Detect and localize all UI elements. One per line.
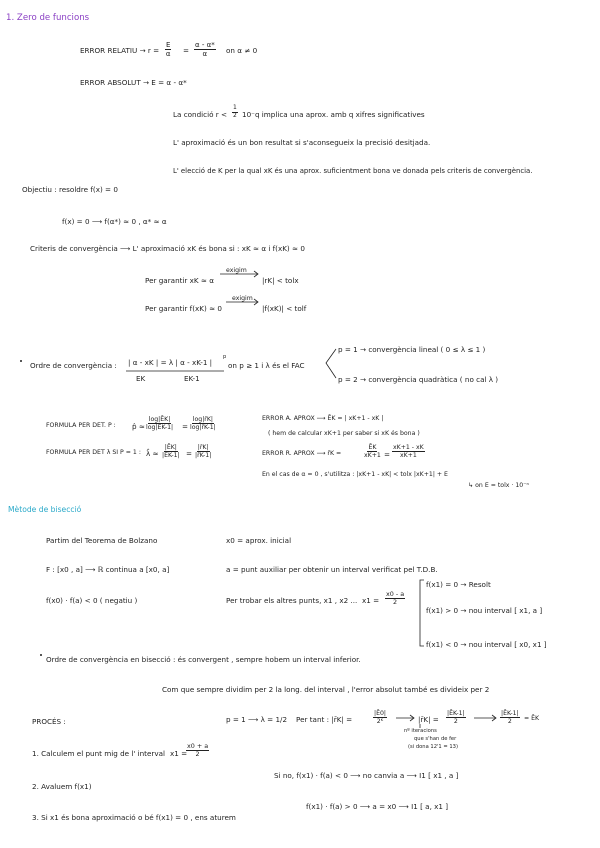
step1-x1: x1 = bbox=[170, 749, 188, 758]
que-sha: que s'han de fer bbox=[414, 736, 457, 742]
trobar-pre: Per trobar els altres punts, x1 , x2 ... bbox=[226, 596, 358, 605]
per-tant: Per tant : |r̄K| = bbox=[296, 715, 353, 724]
frac-num: α - α* bbox=[195, 41, 215, 49]
err-abs: ERROR ABSOLUT → E = α - α* bbox=[80, 78, 187, 87]
formula-p-eq: = bbox=[182, 422, 189, 431]
sign-cond: f(x0) · f(a) < 0 ( negatiu ) bbox=[46, 596, 138, 605]
ordre-exp: p bbox=[223, 354, 227, 360]
frac-den: 2ᴷ bbox=[376, 718, 384, 726]
section-title-biseccio: Mètode de bisecció bbox=[8, 505, 82, 514]
formula-l-lhs: λ̂ ≈ bbox=[146, 449, 159, 458]
frac-num: log|ĒK| bbox=[148, 416, 171, 423]
ordre-eq: | α - xK | = λ | α - xK-1 | bbox=[128, 358, 213, 367]
frac-num: E bbox=[166, 41, 171, 49]
frac-num: |ĒK-1| bbox=[447, 710, 465, 717]
frac-den: |r̄K-1| bbox=[195, 452, 212, 460]
p1-line: p = 1 → convergència lineal ( 0 ≤ λ ≤ 1 ) bbox=[338, 345, 486, 354]
frac-den: 2 bbox=[393, 598, 398, 607]
fx-line: f(x) = 0 ⟶ f(α*) ≈ 0 , α* ≈ α bbox=[62, 217, 167, 226]
garantir1-arrow-label: exigim bbox=[226, 267, 247, 274]
choice-line: L' elecció de K per la qual xK és una aprox. suficientment bona ve donada pels criteris de convergència. bbox=[173, 167, 533, 175]
p-lambda: p = 1 ⟶ λ = 1/2 bbox=[226, 715, 288, 724]
n-iteracions: nº iteracions bbox=[404, 728, 437, 734]
frac-den: xK+1 bbox=[364, 452, 381, 460]
trobar-x1: x1 = bbox=[362, 596, 380, 605]
err-rel-cond: on α ≠ 0 bbox=[226, 46, 258, 55]
err-a-aprox: ERROR A. APROX ⟶ ĒK = | xK+1 - xK | bbox=[262, 415, 384, 422]
frac-num: xK+1 - xK bbox=[393, 444, 424, 451]
frac-num: log|r̄K| bbox=[192, 416, 213, 423]
bolzano: Partim del Teorema de Bolzano bbox=[46, 536, 158, 545]
frac-num: ĒK bbox=[368, 444, 377, 451]
si-no: Si no, f(x1) · f(a) < 0 ⟶ no canvia a ⟶ I1 [ x1 , a ] bbox=[274, 771, 459, 780]
frac-den: 2 bbox=[233, 111, 237, 119]
formula-l-label: FORMULA PER DET λ SI P = 1 : bbox=[46, 449, 141, 456]
proces-label: PROCÉS : bbox=[32, 717, 66, 726]
cas-alpha: En el cas de α = 0 , s'utilitza : |xK+1 - xK| < tolx |xK+1| + E bbox=[262, 471, 448, 478]
frac-num: |ĒK| bbox=[164, 444, 177, 451]
cas-alpha-on: ↳ on E = tolx · 10⁻ⁿ bbox=[468, 482, 529, 489]
step2: 2. Avaluem f(x1) bbox=[32, 782, 92, 791]
frac-num: |Ē0| bbox=[374, 710, 387, 717]
objectiu: Objectiu : resoldre f(x) = 0 bbox=[22, 185, 118, 194]
step1-pre: 1. Calculem el punt mig de l' interval bbox=[32, 749, 166, 758]
com-sempre: Com que sempre dividim per 2 la long. del interval , l'error absolut també es divideix per 2 bbox=[162, 685, 490, 694]
per-tant-end-eq: = ĒK bbox=[524, 715, 540, 722]
brace bbox=[326, 349, 336, 378]
frac-num: x0 - a bbox=[386, 590, 405, 598]
frac-den: α bbox=[202, 50, 208, 59]
frac-num: 1 bbox=[233, 104, 237, 111]
branch-resolt: f(x1) = 0 → Resolt bbox=[426, 580, 491, 589]
cond-pre: La condició r < bbox=[173, 110, 228, 119]
ordre-ek: EK bbox=[136, 374, 146, 383]
garantir2-arrow-label: exigim bbox=[232, 295, 253, 302]
frac-den: xK+1 bbox=[399, 452, 417, 460]
si-dona: (si dona 12'1 = 13) bbox=[408, 744, 458, 750]
formula-p-label: FORMULA PER DET. P : bbox=[46, 422, 116, 429]
frac-num: |r̄K| bbox=[197, 444, 209, 451]
frac-den: 2 bbox=[507, 718, 512, 726]
err-r-pre: ERROR R. APROX ⟶ r̄K = bbox=[262, 450, 342, 457]
f-pos: f(x1) · f(a) > 0 ⟶ a = x0 ⟶ I1 [ a, x1 ] bbox=[306, 802, 449, 811]
garantir2-post: |f(xK)| < tolf bbox=[262, 304, 307, 313]
bracket bbox=[420, 580, 424, 646]
cond-post: 10⁻q implica una aprox. amb q xifres significatives bbox=[242, 110, 425, 119]
section-title-zero: 1. Zero de funcions bbox=[6, 13, 90, 23]
frac-den: |ĒK-1| bbox=[162, 452, 180, 460]
step3: 3. Si x1 és bona aproximació o bé f(x1) = 0 , ens aturem bbox=[32, 813, 236, 822]
ordre-ek1: EK-1 bbox=[184, 374, 200, 383]
err-rel-eq: = bbox=[183, 46, 190, 55]
criteris: Criteris de convergència ⟶ L' aproximació xK és bona si : xK ≈ α i f(xK) ≈ 0 bbox=[30, 244, 305, 253]
f-continua: F : [x0 , a] ⟶ ℝ continua a [x0, a] bbox=[46, 565, 170, 574]
err-rel-label: ERROR RELATIU → r = bbox=[80, 46, 160, 55]
frac-den: log|r̄K-1| bbox=[190, 424, 216, 432]
formula-l-eq: = bbox=[186, 449, 193, 458]
frac-den: 2 bbox=[195, 750, 200, 759]
frac-den: α bbox=[165, 50, 171, 59]
frac-num: |ĒK-1| bbox=[501, 710, 519, 717]
garantir1-post: |rK| < tolx bbox=[262, 276, 299, 285]
formula-p-lhs: p̂ ≈ bbox=[132, 422, 145, 431]
branch-positiu: f(x1) > 0 → nou interval [ x1, a ] bbox=[426, 606, 543, 615]
frac-den: log|ĒK-1| bbox=[146, 424, 174, 432]
x0-def: x0 = aprox. inicial bbox=[226, 536, 292, 545]
err-a-note: ( hem de calcular xK+1 per saber si xK és bona ) bbox=[268, 430, 420, 437]
ordre-cond: on p ≥ 1 i λ és el FAC bbox=[228, 361, 305, 370]
frac-num: x0 + a bbox=[187, 742, 209, 750]
garantir2-pre: Per garantir f(xK) ≈ 0 bbox=[145, 304, 222, 313]
frac-den: 2 bbox=[453, 718, 458, 726]
garantir1-pre: Per garantir xK ≈ α bbox=[145, 276, 214, 285]
ordre-biseccio: Ordre de convergència en bisecció : és convergent , sempre hobem un interval inferior. bbox=[46, 655, 361, 664]
per-tant-mid: |r̄K| = bbox=[418, 715, 439, 724]
p2-line: p = 2 → convergència quadràtica ( no cal λ ) bbox=[338, 375, 499, 384]
ordre-label: Ordre de convergència : bbox=[30, 361, 117, 370]
branch-negatiu: f(x1) < 0 → nou interval [ x0, x1 ] bbox=[426, 640, 547, 649]
aprox-line: L' aproximació és un bon resultat si s'aconsegueix la precisió desitjada. bbox=[173, 138, 431, 147]
a-aux: a = punt auxiliar per obtenir un interval verificat pel T.D.B. bbox=[226, 565, 438, 574]
err-r-eq: = bbox=[384, 450, 391, 459]
